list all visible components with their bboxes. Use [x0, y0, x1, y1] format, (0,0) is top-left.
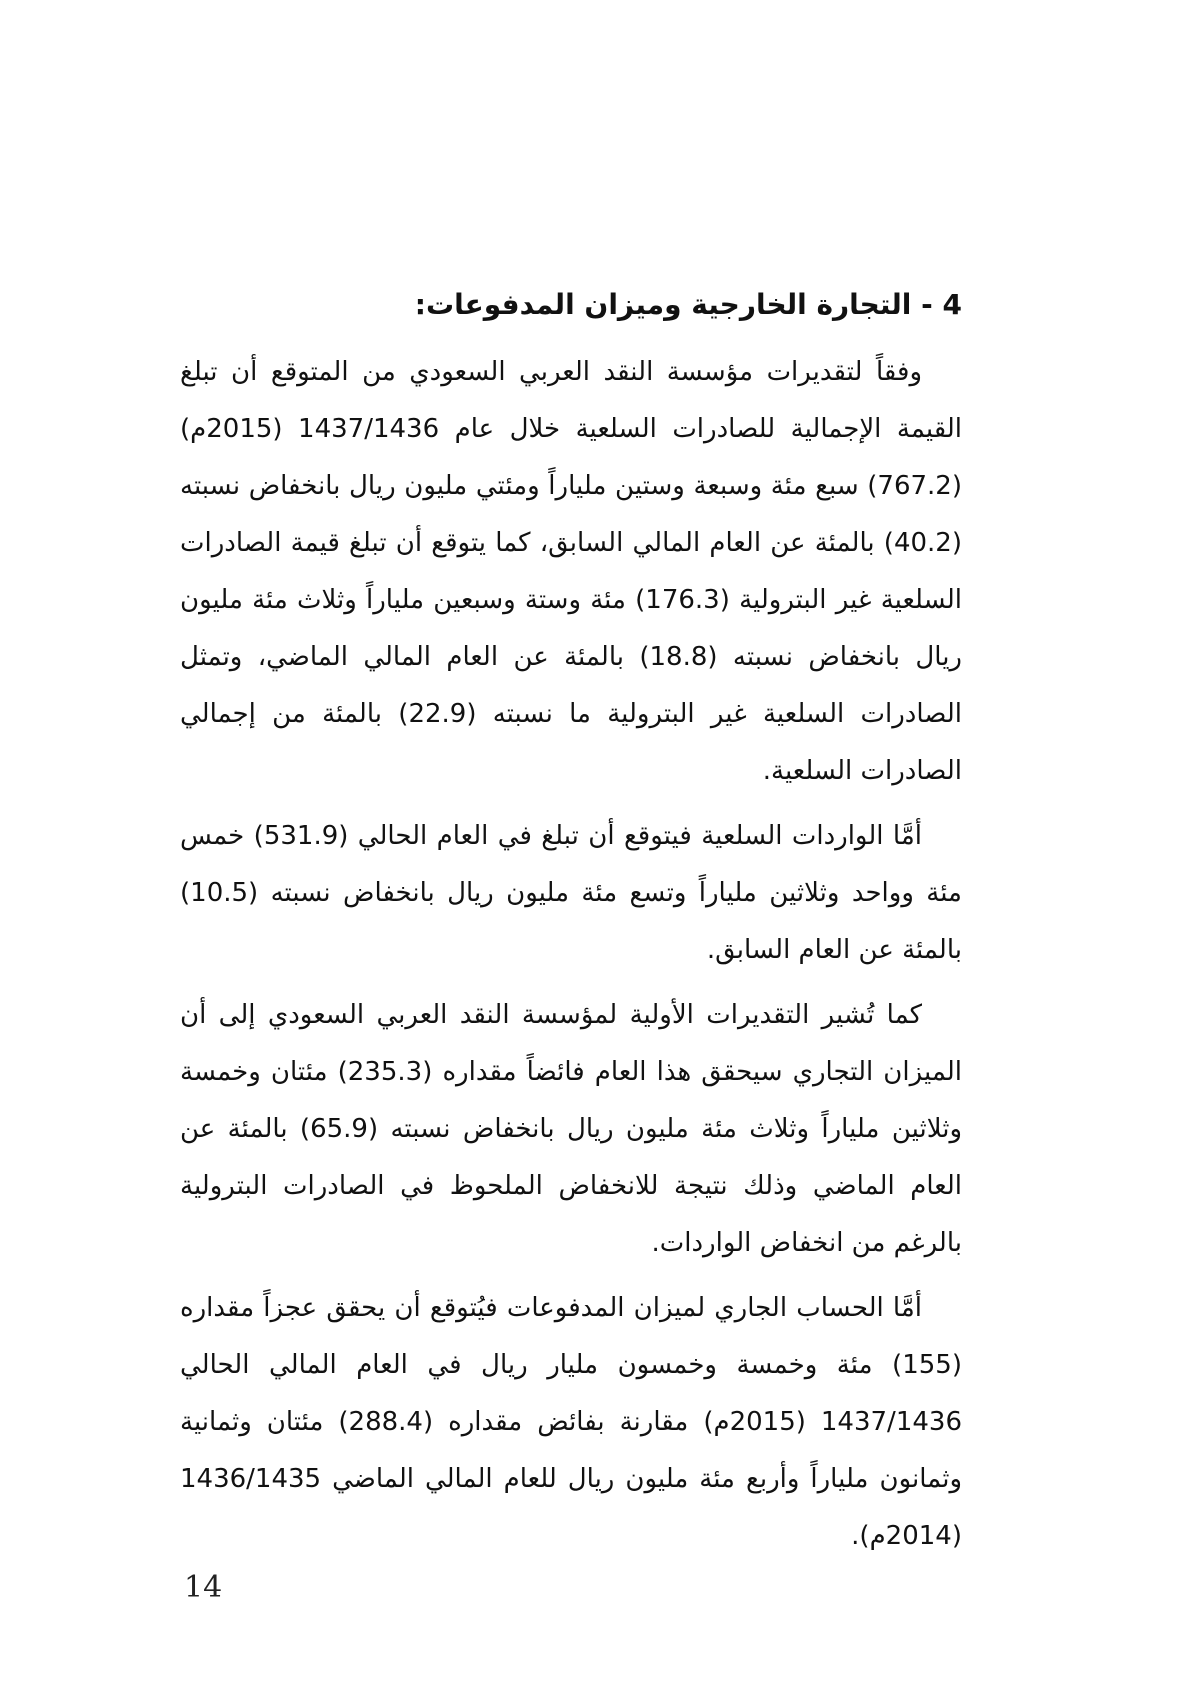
paragraph-trade-balance: كما تُشير التقديرات الأولية لمؤسسة النقد العربي السعودي إلى أن الميزان التجاري سيحقق هذا العام فائضاً مقداره (235.3) مئتان وخمسة وثلاثين ملياراً وثلاث مئة مليون ريال بانخفاض نسبته (65.9) بالمئة عن العام الماضي وذلك نتيجة للانخفاض الملحوظ في الصادرات البترولية بالرغم من انخفاض الواردات.	[180, 1000, 963, 1258]
paragraph-exports: وفقاً لتقديرات مؤسسة النقد العربي السعودي من المتوقع أن تبلغ القيمة الإجمالية للصادرات السلعية خلال عام 1437/1436 (2015م) (767.2) سبع مئة وسبعة وستين ملياراً ومئتي مليون ريال بانخفاض نسبته (40.2) بالمئة عن العام المالي السابق، كما يتوقع أن تبلغ قيمة الصادرات السلعية غير البترولية (176.3) مئة وستة وسبعين ملياراً وثلاث مئة مليون ريال بانخفاض نسبته (18.8) بالمئة عن العام المالي الماضي، وتمثل الصادرات السلعية غير البترولية ما نسبته (22.9) بالمئة من إجمالي الصادرات السلعية.	[180, 357, 962, 786]
section-content	[180, 278, 962, 1573]
section-heading: 4 - التجارة الخارجية وميزان المدفوعات:	[414, 288, 962, 321]
paragraph-current-account: أمَّا الحساب الجاري لميزان المدفوعات فيُتوقع أن يحقق عجزاً مقداره (155) مئة وخمسة وخمسون مليار ريال في العام المالي الحالي 1437/1436 (2015م) مقارنة بفائض مقداره (288.4) مئتان وثمانية وثمانون ملياراً وأربع مئة مليون ريال للعام المالي الماضي 1436/1435 (2014م).	[180, 1293, 962, 1551]
paragraph-imports: أمَّا الواردات السلعية فيتوقع أن تبلغ في العام الحالي (531.9) خمس مئة وواحد وثلاثين ملياراً وتسع مئة مليون ريال بانخفاض نسبته (10.5) بالمئة عن العام السابق.	[180, 821, 962, 965]
page-number: 14	[184, 1570, 223, 1605]
